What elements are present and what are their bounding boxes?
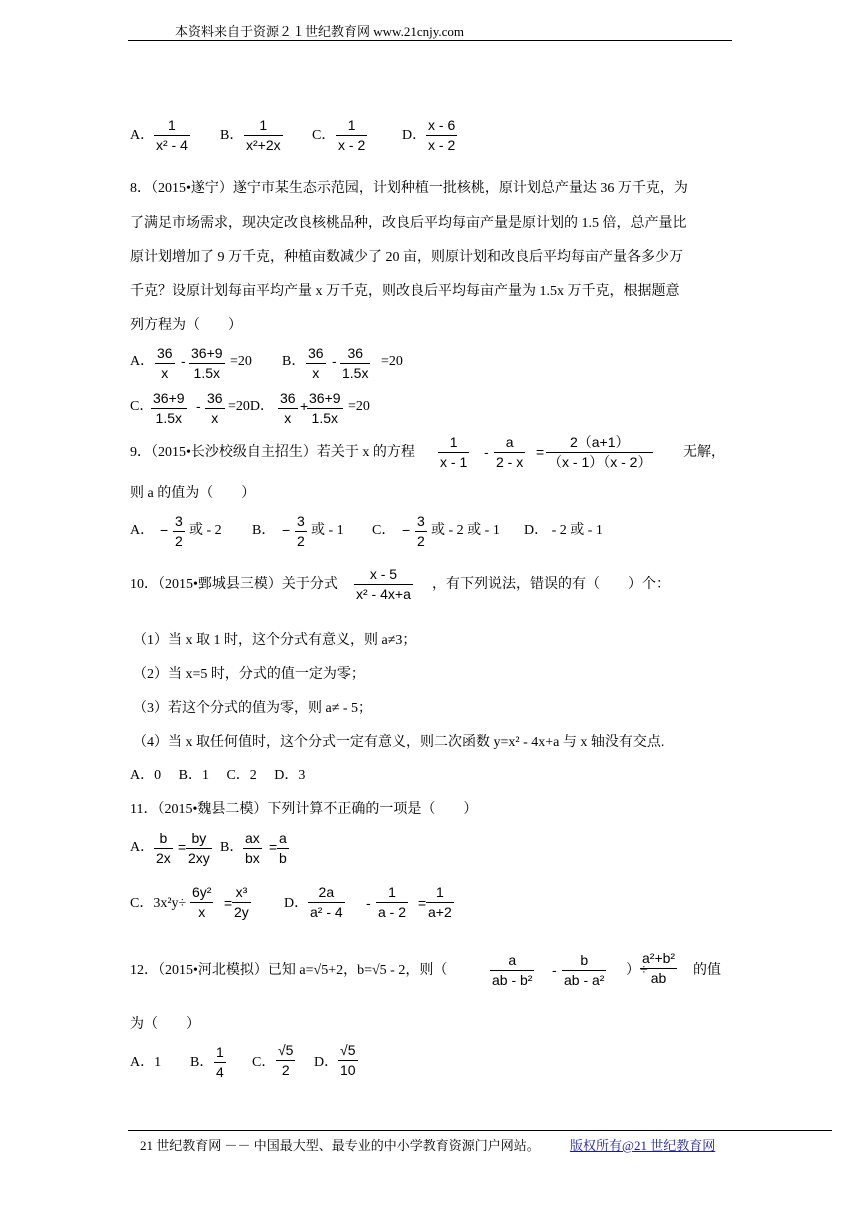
footer-rule [128,1130,832,1131]
q7-option-a-fraction: 1 x² - 4 [156,117,188,153]
q12-option-b-label: B． [190,1055,214,1070]
q8-d-frac-1: 36 x [280,390,296,426]
q12-option-c-label: C． [252,1055,276,1070]
q8-option-c-label: C． [130,399,154,414]
q11-a-equals: = [178,839,187,855]
q12-suffix: 的值 [693,963,721,978]
q9-b-tail: 或 - 1 [311,523,344,538]
q10-fraction: x - 5 x² - 4x+a [356,566,411,602]
q11-b-frac-1: ax bx [245,830,260,866]
q8-d-equals: =20 [348,399,370,414]
q9-line-2: 则 a 的值为（ ） [130,486,256,501]
q9-b-frac: 3 2 [297,513,305,549]
q7-option-b-fraction: 1 x²+2x [246,117,281,153]
q10-statement-4: （4）当 x 取任何值时，这个分式一定有意义，则二次函数 y=x² - 4x+a 与 x 轴没有交点. [133,735,665,750]
q12-minus: - [552,962,557,978]
footer-left-text: 21 世纪教育网 －－ 中国最大型、最专业的中小学教育资源门户网站。 [140,1138,540,1153]
q8-a-equals: =20 [230,354,252,369]
q11-option-a-label: A． [130,840,155,855]
q10-suffix: ，有下列说法，错误的有（ ）个： [432,577,670,592]
q9-c-frac: 3 2 [417,513,425,549]
q8-a-frac-1: 36 x [157,345,173,381]
q11-option-b-label: B． [220,840,244,855]
q9-option-b-label: B． [252,523,276,538]
q12-close: ）÷ [626,963,648,978]
q9-frac-3: 2（a+1） （x - 1）（x - 2） [548,434,652,470]
q11-option-d-label: D． [284,896,309,911]
footer-copyright-link[interactable]: 版权所有@21 世纪教育网 [570,1138,716,1153]
q9-prefix: 9．（2015•长沙校级自主招生）若关于 x 的方程 [130,445,415,460]
q10-statement-3: （3）若这个分式的值为零，则 a≠ - 5； [133,701,373,716]
q10-options: A．0 B．1 C．2 D．3 [130,768,306,783]
q9-option-d: D． - 2 或 - 1 [524,523,603,538]
q9-minus: - [484,444,489,460]
q9-frac-1: 1 x - 1 [440,434,468,470]
q8-d-plus: + [300,398,309,414]
q8-c-equals-d-label: =20D． [228,399,275,414]
q8-b-equals: =20 [381,354,403,369]
q8-a-minus: - [181,353,186,369]
q10-statement-1: （1）当 x 取 1 时，这个分式有意义，则 a≠3； [133,633,417,648]
q11-c-frac-2: x³ 2y [234,884,249,920]
q12-frac-1: a ab - b² [492,952,533,988]
q12-b-frac: 1 4 [216,1044,224,1080]
q9-frac-2: a 2 - x [496,434,524,470]
q8-b-minus: - [332,353,337,369]
q7-option-c-label: C． [312,128,336,143]
q11-d-frac-3: 1 a+2 [428,884,452,920]
q12-option-d-label: D． [314,1055,339,1070]
q7-option-d-fraction: x - 6 x - 2 [428,117,456,153]
q9-suffix: 无解， [683,445,725,460]
q11-title: 11．（2015•魏县二模）下列计算不正确的一项是（ ） [130,802,478,817]
q9-b-neg: − [282,522,291,538]
q9-a-tail: 或 - 2 [189,523,222,538]
q11-b-frac-2: a b [279,830,287,866]
q10-statement-2: （2）当 x=5 时，分式的值一定为零； [133,667,365,682]
q10-prefix: 10．（2015•鄄城县三模）关于分式 [130,577,338,592]
q12-option-a: A．1 [130,1055,162,1070]
q12-c-frac: √5 2 [278,1042,294,1078]
q8-c-frac-2: 36 x [207,390,223,426]
q11-a-frac-1: b 2x [156,830,171,866]
q11-b-equals: = [269,839,278,855]
q8-d-frac-2: 36+9 1.5x [309,390,341,426]
q8-c-frac-1: 36+9 1.5x [153,390,185,426]
q9-option-c-label: C． [372,523,396,538]
q8-line-4: 千克？设原计划每亩平均产量 x 万千克，则改良后平均每亩产量为 1.5x 万千克，根据题意 [130,284,680,299]
q9-option-a-label: A． [130,523,155,538]
q11-d-minus: - [366,895,371,911]
q12-line-2: 为（ ） [130,1017,200,1032]
q12-prefix: 12．（2015•河北模拟）已知 a=√5+2，b=√5 - 2，则（ [130,963,448,978]
q9-equals: = [536,444,545,460]
q11-c-frac-1: 6y² x [192,884,212,920]
q8-option-b-label: B． [282,354,306,369]
q12-d-frac: √5 10 [340,1042,356,1078]
q11-d-frac-2: 1 a - 2 [378,884,407,920]
q7-option-b-label: B． [220,128,244,143]
q12-frac-2: b ab - a² [564,952,605,988]
q8-line-1: 8．（2015•遂宁）遂宁市某生态示范园，计划种植一批核桃，原计划总产量达 36 万千克，为 [130,181,688,196]
q12-frac-3: a²+b² ab [642,950,676,986]
q8-c-minus: - [196,398,201,414]
q9-a-frac: 3 2 [175,513,183,549]
q7-option-a-label: A． [130,128,155,143]
q8-b-frac-2: 36 1.5x [342,345,369,381]
q9-a-neg: − [160,522,169,538]
q9-c-tail: 或 - 2 或 - 1 [431,523,500,538]
q8-option-a-label: A． [130,354,155,369]
header-rule [128,40,732,41]
q11-d-frac-1: 2a a² - 4 [310,884,343,920]
q11-d-equals: = [418,895,427,911]
q7-option-c-fraction: 1 x - 2 [338,117,366,153]
q8-line-5: 列方程为（ ） [130,318,242,333]
q8-b-frac-1: 36 x [308,345,324,381]
q8-line-2: 了满足市场需求，现决定改良核桃品种，改良后平均每亩产量是原计划的 1.5 倍，总产量比 [130,216,687,231]
q11-option-c-label: C．3x²y÷ [130,896,187,911]
q11-a-frac-2: by 2xy [188,830,210,866]
q11-c-equals: = [224,895,233,911]
page-header: 本资料来自于资源２１世纪教育网 www.21cnjy.com [175,24,464,39]
q9-c-neg: − [402,522,411,538]
q7-option-d-label: D． [402,128,427,143]
q8-a-frac-2: 36+9 1.5x [191,345,223,381]
q8-line-3: 原计划增加了 9 万千克，种植亩数减少了 20 亩，则原计划和改良后平均每亩产量各多少万 [130,250,683,265]
